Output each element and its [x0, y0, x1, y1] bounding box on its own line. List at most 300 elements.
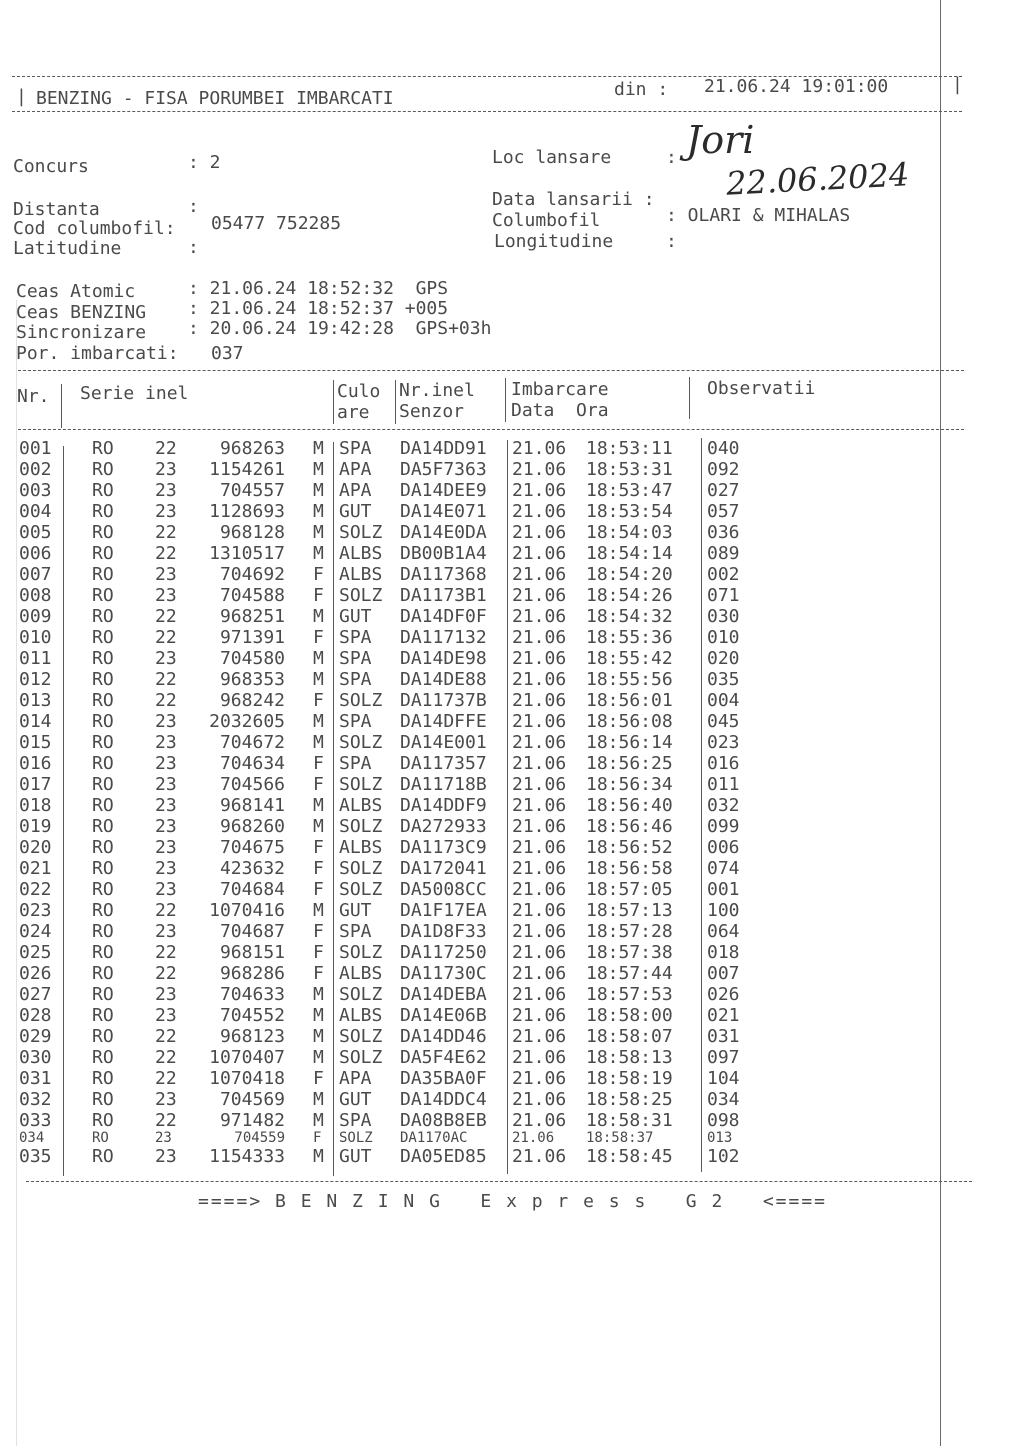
table-row [0, 1047, 1024, 1068]
row-ring: 968353 [219, 669, 285, 690]
row-date: 21.06 [512, 795, 567, 816]
row-color: SOLZ [339, 942, 383, 963]
row-nr: 011 [19, 648, 52, 669]
row-sensor: DA35BA0F [400, 1068, 487, 1089]
row-country: RO [92, 963, 114, 984]
row-date: 21.06 [512, 921, 567, 942]
row-date: 21.06 [512, 753, 567, 774]
row-sex: F [313, 963, 324, 984]
row-year: 23 [155, 816, 177, 837]
row-sex: M [313, 732, 324, 753]
row-date: 21.06 [512, 1146, 567, 1167]
row-nr: 024 [19, 921, 52, 942]
row-year: 22 [155, 627, 177, 648]
row-color: SPA [339, 921, 372, 942]
loc-lansare-colon: : [666, 147, 677, 168]
row-obs: 031 [707, 1026, 740, 1047]
col-header-senzor: Senzor [399, 401, 465, 422]
row-color: GUT [339, 900, 372, 921]
row-ring: 704634 [219, 753, 285, 774]
row-ring: 704566 [219, 774, 285, 795]
row-date: 21.06 [512, 522, 567, 543]
row-sex: M [313, 522, 324, 543]
row-sensor: DA1F17EA [400, 900, 487, 921]
row-sex: M [313, 711, 324, 732]
row-color: SOLZ [339, 879, 383, 900]
row-ring: 704692 [219, 564, 285, 585]
row-sex: M [313, 900, 324, 921]
table-row [0, 984, 1024, 1005]
row-time: 18:53:47 [586, 480, 673, 501]
row-date: 21.06 [512, 543, 567, 564]
row-color: SPA [339, 711, 372, 732]
row-sex: M [313, 648, 324, 669]
row-color: SPA [339, 753, 372, 774]
row-time: 18:53:11 [586, 438, 673, 459]
row-obs: 027 [707, 480, 740, 501]
row-year: 23 [155, 585, 177, 606]
separator-line [18, 429, 964, 430]
row-time: 18:58:37 [586, 1130, 654, 1146]
row-obs: 045 [707, 711, 740, 732]
row-nr: 003 [19, 480, 52, 501]
row-country: RO [92, 669, 114, 690]
separator-line [12, 111, 962, 112]
row-nr: 010 [19, 627, 52, 648]
table-row [0, 648, 1024, 669]
row-color: ALBS [339, 543, 383, 564]
row-nr: 028 [19, 1005, 52, 1026]
row-obs: 040 [707, 438, 740, 459]
table-row [0, 942, 1024, 963]
row-color: SOLZ [339, 816, 383, 837]
row-color: ALBS [339, 564, 383, 585]
row-obs: 034 [707, 1089, 740, 1110]
row-nr: 014 [19, 711, 52, 732]
row-color: GUT [339, 1089, 372, 1110]
col-header-nrinel: Nr.inel [399, 380, 475, 401]
row-country: RO [92, 1026, 114, 1047]
row-date: 21.06 [512, 1110, 567, 1131]
row-color: SOLZ [339, 1130, 373, 1146]
row-country: RO [92, 753, 114, 774]
row-year: 22 [155, 1047, 177, 1068]
row-ring: 968242 [219, 690, 285, 711]
row-sensor: DA14DEBA [400, 984, 487, 1005]
table-row [0, 501, 1024, 522]
row-ring: 704580 [219, 648, 285, 669]
handwritten-loc: Jori [686, 118, 755, 162]
row-ring: 1070407 [209, 1047, 285, 1068]
row-country: RO [92, 1110, 114, 1131]
row-color: SOLZ [339, 690, 383, 711]
row-year: 23 [155, 480, 177, 501]
row-date: 21.06 [512, 984, 567, 1005]
row-sensor: DA1173B1 [400, 585, 487, 606]
row-time: 18:58:25 [586, 1089, 673, 1110]
row-date: 21.06 [512, 1130, 555, 1146]
header-bar-left: | [16, 86, 27, 107]
row-ring: 1070416 [209, 900, 285, 921]
row-time: 18:58:45 [586, 1146, 673, 1167]
table-row [0, 1131, 1024, 1146]
row-ring: 968260 [219, 816, 285, 837]
row-date: 21.06 [512, 585, 567, 606]
row-sex: F [313, 921, 324, 942]
row-nr: 031 [19, 1068, 52, 1089]
row-sex: M [313, 669, 324, 690]
row-country: RO [92, 480, 114, 501]
row-obs: 018 [707, 942, 740, 963]
row-sex: M [313, 1005, 324, 1026]
row-obs: 004 [707, 690, 740, 711]
table-row [0, 669, 1024, 690]
row-obs: 032 [707, 795, 740, 816]
row-date: 21.06 [512, 879, 567, 900]
table-row [0, 795, 1024, 816]
row-sensor: DA117357 [400, 753, 487, 774]
document-title: BENZING - FISA PORUMBEI IMBARCATI [36, 88, 394, 109]
row-ring: 704675 [219, 837, 285, 858]
row-sex: M [313, 816, 324, 837]
row-sensor: DA14DE98 [400, 648, 487, 669]
table-row [0, 774, 1024, 795]
row-country: RO [92, 837, 114, 858]
row-year: 23 [155, 921, 177, 942]
row-ring: 971391 [219, 627, 285, 648]
row-time: 18:57:38 [586, 942, 673, 963]
row-country: RO [92, 438, 114, 459]
table-row [0, 606, 1024, 627]
row-nr: 030 [19, 1047, 52, 1068]
table-row [0, 1110, 1024, 1131]
row-nr: 008 [19, 585, 52, 606]
row-sensor: DA14E001 [400, 732, 487, 753]
row-color: SPA [339, 648, 372, 669]
col-header-serie: Serie inel [80, 383, 189, 404]
row-sex: M [313, 501, 324, 522]
row-obs: 097 [707, 1047, 740, 1068]
row-obs: 035 [707, 669, 740, 690]
row-date: 21.06 [512, 711, 567, 732]
row-sensor: DA117368 [400, 564, 487, 585]
row-time: 18:53:31 [586, 459, 673, 480]
row-ring: 704557 [219, 480, 285, 501]
row-color: GUT [339, 1146, 372, 1167]
col-header-imbarcare: Imbarcare [511, 379, 609, 400]
row-date: 21.06 [512, 690, 567, 711]
latitudine-label: Latitudine [13, 238, 122, 259]
row-nr: 034 [19, 1130, 45, 1146]
row-color: SOLZ [339, 1047, 383, 1068]
row-obs: 023 [707, 732, 740, 753]
table-row [0, 1146, 1024, 1167]
col-divider [689, 377, 690, 419]
row-obs: 100 [707, 900, 740, 921]
row-sex: M [313, 438, 324, 459]
row-nr: 016 [19, 753, 52, 774]
cod-label: Cod columbofil: [13, 218, 176, 239]
row-country: RO [92, 1068, 114, 1089]
row-time: 18:58:31 [586, 1110, 673, 1131]
col-divider [395, 380, 396, 424]
row-sensor: DA11718B [400, 774, 487, 795]
row-sensor: DA14DD46 [400, 1026, 487, 1047]
row-country: RO [92, 858, 114, 879]
row-sensor: DA1D8F33 [400, 921, 487, 942]
ceas-atomic-label: Ceas Atomic [16, 281, 136, 302]
row-country: RO [92, 543, 114, 564]
row-color: ALBS [339, 795, 383, 816]
table-row [0, 1068, 1024, 1089]
row-year: 23 [155, 795, 177, 816]
row-obs: 104 [707, 1068, 740, 1089]
row-year: 23 [155, 711, 177, 732]
row-color: ALBS [339, 1005, 383, 1026]
row-country: RO [92, 900, 114, 921]
row-nr: 017 [19, 774, 52, 795]
row-year: 23 [155, 1146, 177, 1167]
row-year: 23 [155, 858, 177, 879]
row-sensor: DA14E0DA [400, 522, 487, 543]
row-nr: 033 [19, 1110, 52, 1131]
row-year: 23 [155, 648, 177, 669]
row-date: 21.06 [512, 774, 567, 795]
row-sex: M [313, 1110, 324, 1131]
row-year: 23 [155, 501, 177, 522]
sincronizare-value: : 20.06.24 19:42:28 GPS+03h [188, 318, 492, 339]
row-country: RO [92, 648, 114, 669]
row-time: 18:58:13 [586, 1047, 673, 1068]
col-header-culo: Culo [337, 381, 381, 402]
row-ring: 968128 [219, 522, 285, 543]
row-sensor: DA11737B [400, 690, 487, 711]
row-time: 18:56:52 [586, 837, 673, 858]
row-color: SOLZ [339, 984, 383, 1005]
row-nr: 013 [19, 690, 52, 711]
row-nr: 022 [19, 879, 52, 900]
row-country: RO [92, 879, 114, 900]
row-obs: 099 [707, 816, 740, 837]
row-nr: 007 [19, 564, 52, 585]
row-obs: 074 [707, 858, 740, 879]
row-sensor: DA14E071 [400, 501, 487, 522]
din-label: din : [614, 79, 669, 100]
row-sex: F [313, 627, 324, 648]
row-time: 18:56:14 [586, 732, 673, 753]
row-date: 21.06 [512, 669, 567, 690]
row-sex: F [313, 690, 324, 711]
row-country: RO [92, 606, 114, 627]
row-obs: 006 [707, 837, 740, 858]
row-nr: 027 [19, 984, 52, 1005]
row-country: RO [92, 795, 114, 816]
col-header-observatii: Observatii [707, 378, 816, 399]
table-row [0, 837, 1024, 858]
row-year: 22 [155, 963, 177, 984]
row-date: 21.06 [512, 942, 567, 963]
row-year: 23 [155, 1005, 177, 1026]
row-sex: F [313, 858, 324, 879]
row-time: 18:56:58 [586, 858, 673, 879]
row-country: RO [92, 627, 114, 648]
row-ring: 704569 [219, 1089, 285, 1110]
row-time: 18:57:44 [586, 963, 673, 984]
row-obs: 057 [707, 501, 740, 522]
row-date: 21.06 [512, 963, 567, 984]
row-sensor: DA117132 [400, 627, 487, 648]
row-time: 18:55:56 [586, 669, 673, 690]
row-sex: F [313, 1130, 322, 1146]
table-row [0, 564, 1024, 585]
row-country: RO [92, 711, 114, 732]
row-time: 18:58:07 [586, 1026, 673, 1047]
handwritten-date: 22.06.2024 [725, 155, 911, 203]
row-year: 23 [155, 459, 177, 480]
row-sex: F [313, 942, 324, 963]
concurs-value: : 2 [188, 152, 221, 173]
row-year: 23 [155, 732, 177, 753]
row-color: GUT [339, 606, 372, 627]
row-ring: 704633 [219, 984, 285, 1005]
row-time: 18:54:14 [586, 543, 673, 564]
row-year: 23 [155, 564, 177, 585]
row-sensor: DA05ED85 [400, 1146, 487, 1167]
row-ring: 1154261 [209, 459, 285, 480]
row-sensor: DA14DF0F [400, 606, 487, 627]
row-date: 21.06 [512, 438, 567, 459]
row-date: 21.06 [512, 900, 567, 921]
row-sensor: DA14DDC4 [400, 1089, 487, 1110]
table-row [0, 627, 1024, 648]
row-time: 18:56:25 [586, 753, 673, 774]
row-ring: 968251 [219, 606, 285, 627]
row-date: 21.06 [512, 501, 567, 522]
row-date: 21.06 [512, 816, 567, 837]
distanta-colon: : [188, 196, 199, 217]
row-ring: 423632 [219, 858, 285, 879]
row-time: 18:58:19 [586, 1068, 673, 1089]
col-divider [333, 380, 334, 424]
row-ring: 968263 [219, 438, 285, 459]
row-country: RO [92, 816, 114, 837]
row-date: 21.06 [512, 1026, 567, 1047]
table-row [0, 963, 1024, 984]
table-row [0, 543, 1024, 564]
row-sensor: DA14DFFE [400, 711, 487, 732]
row-country: RO [92, 1130, 109, 1146]
row-sensor: DA5F7363 [400, 459, 487, 480]
table-row [0, 1026, 1024, 1047]
row-obs: 021 [707, 1005, 740, 1026]
row-obs: 092 [707, 459, 740, 480]
row-nr: 021 [19, 858, 52, 879]
row-obs: 089 [707, 543, 740, 564]
row-year: 23 [155, 879, 177, 900]
data-lansarii-label: Data lansarii : [492, 189, 655, 210]
row-nr: 004 [19, 501, 52, 522]
row-country: RO [92, 1005, 114, 1026]
row-sensor: DA14DE88 [400, 669, 487, 690]
table-row [0, 480, 1024, 501]
row-time: 18:56:34 [586, 774, 673, 795]
row-color: SOLZ [339, 585, 383, 606]
row-obs: 071 [707, 585, 740, 606]
row-country: RO [92, 1047, 114, 1068]
row-time: 18:56:40 [586, 795, 673, 816]
row-time: 18:54:26 [586, 585, 673, 606]
row-obs: 026 [707, 984, 740, 1005]
row-ring: 704588 [219, 585, 285, 606]
row-color: SOLZ [339, 774, 383, 795]
row-ring: 968151 [219, 942, 285, 963]
row-year: 22 [155, 1110, 177, 1131]
row-obs: 098 [707, 1110, 740, 1131]
row-nr: 023 [19, 900, 52, 921]
row-sex: M [313, 606, 324, 627]
row-color: ALBS [339, 837, 383, 858]
row-nr: 012 [19, 669, 52, 690]
table-row [0, 690, 1024, 711]
row-color: APA [339, 459, 372, 480]
por-imbarcati-label: Por. imbarcati: [16, 343, 179, 364]
longitudine-label: Longitudine [494, 231, 614, 252]
row-year: 22 [155, 1068, 177, 1089]
footer-banner: ====> B E N Z I N G E x p r e s s G 2 <==== [198, 1191, 828, 1212]
row-sensor: DA272933 [400, 816, 487, 837]
columbofil-label: Columbofil [492, 210, 601, 231]
row-year: 22 [155, 690, 177, 711]
longitudine-colon: : [666, 231, 677, 252]
row-ring: 968286 [219, 963, 285, 984]
row-year: 22 [155, 606, 177, 627]
row-ring: 704672 [219, 732, 285, 753]
row-nr: 035 [19, 1146, 52, 1167]
row-date: 21.06 [512, 837, 567, 858]
table-row [0, 879, 1024, 900]
row-sex: F [313, 1068, 324, 1089]
ceas-atomic-value: : 21.06.24 18:52:32 GPS [188, 278, 449, 299]
row-year: 23 [155, 1130, 172, 1146]
row-obs: 102 [707, 1146, 740, 1167]
row-ring: 1310517 [209, 543, 285, 564]
row-year: 22 [155, 438, 177, 459]
row-nr: 001 [19, 438, 52, 459]
row-year: 23 [155, 837, 177, 858]
row-time: 18:57:13 [586, 900, 673, 921]
row-ring: 704684 [219, 879, 285, 900]
ceas-benzing-value: : 21.06.24 18:52:37 +005 [188, 298, 449, 319]
row-sex: M [313, 984, 324, 1005]
row-color: ALBS [339, 963, 383, 984]
table-row [0, 921, 1024, 942]
row-time: 18:56:46 [586, 816, 673, 837]
row-time: 18:57:05 [586, 879, 673, 900]
row-nr: 032 [19, 1089, 52, 1110]
row-sex: M [313, 1146, 324, 1167]
row-date: 21.06 [512, 459, 567, 480]
row-year: 22 [155, 522, 177, 543]
row-date: 21.06 [512, 1068, 567, 1089]
por-imbarcati-value: 037 [211, 343, 244, 364]
header-bar-right: | [952, 74, 963, 95]
row-year: 23 [155, 774, 177, 795]
col-header-data-ora: Data Ora [511, 400, 609, 421]
row-obs: 036 [707, 522, 740, 543]
col-header-are: are [337, 402, 370, 423]
table-row [0, 438, 1024, 459]
row-sensor: DB00B1A4 [400, 543, 487, 564]
